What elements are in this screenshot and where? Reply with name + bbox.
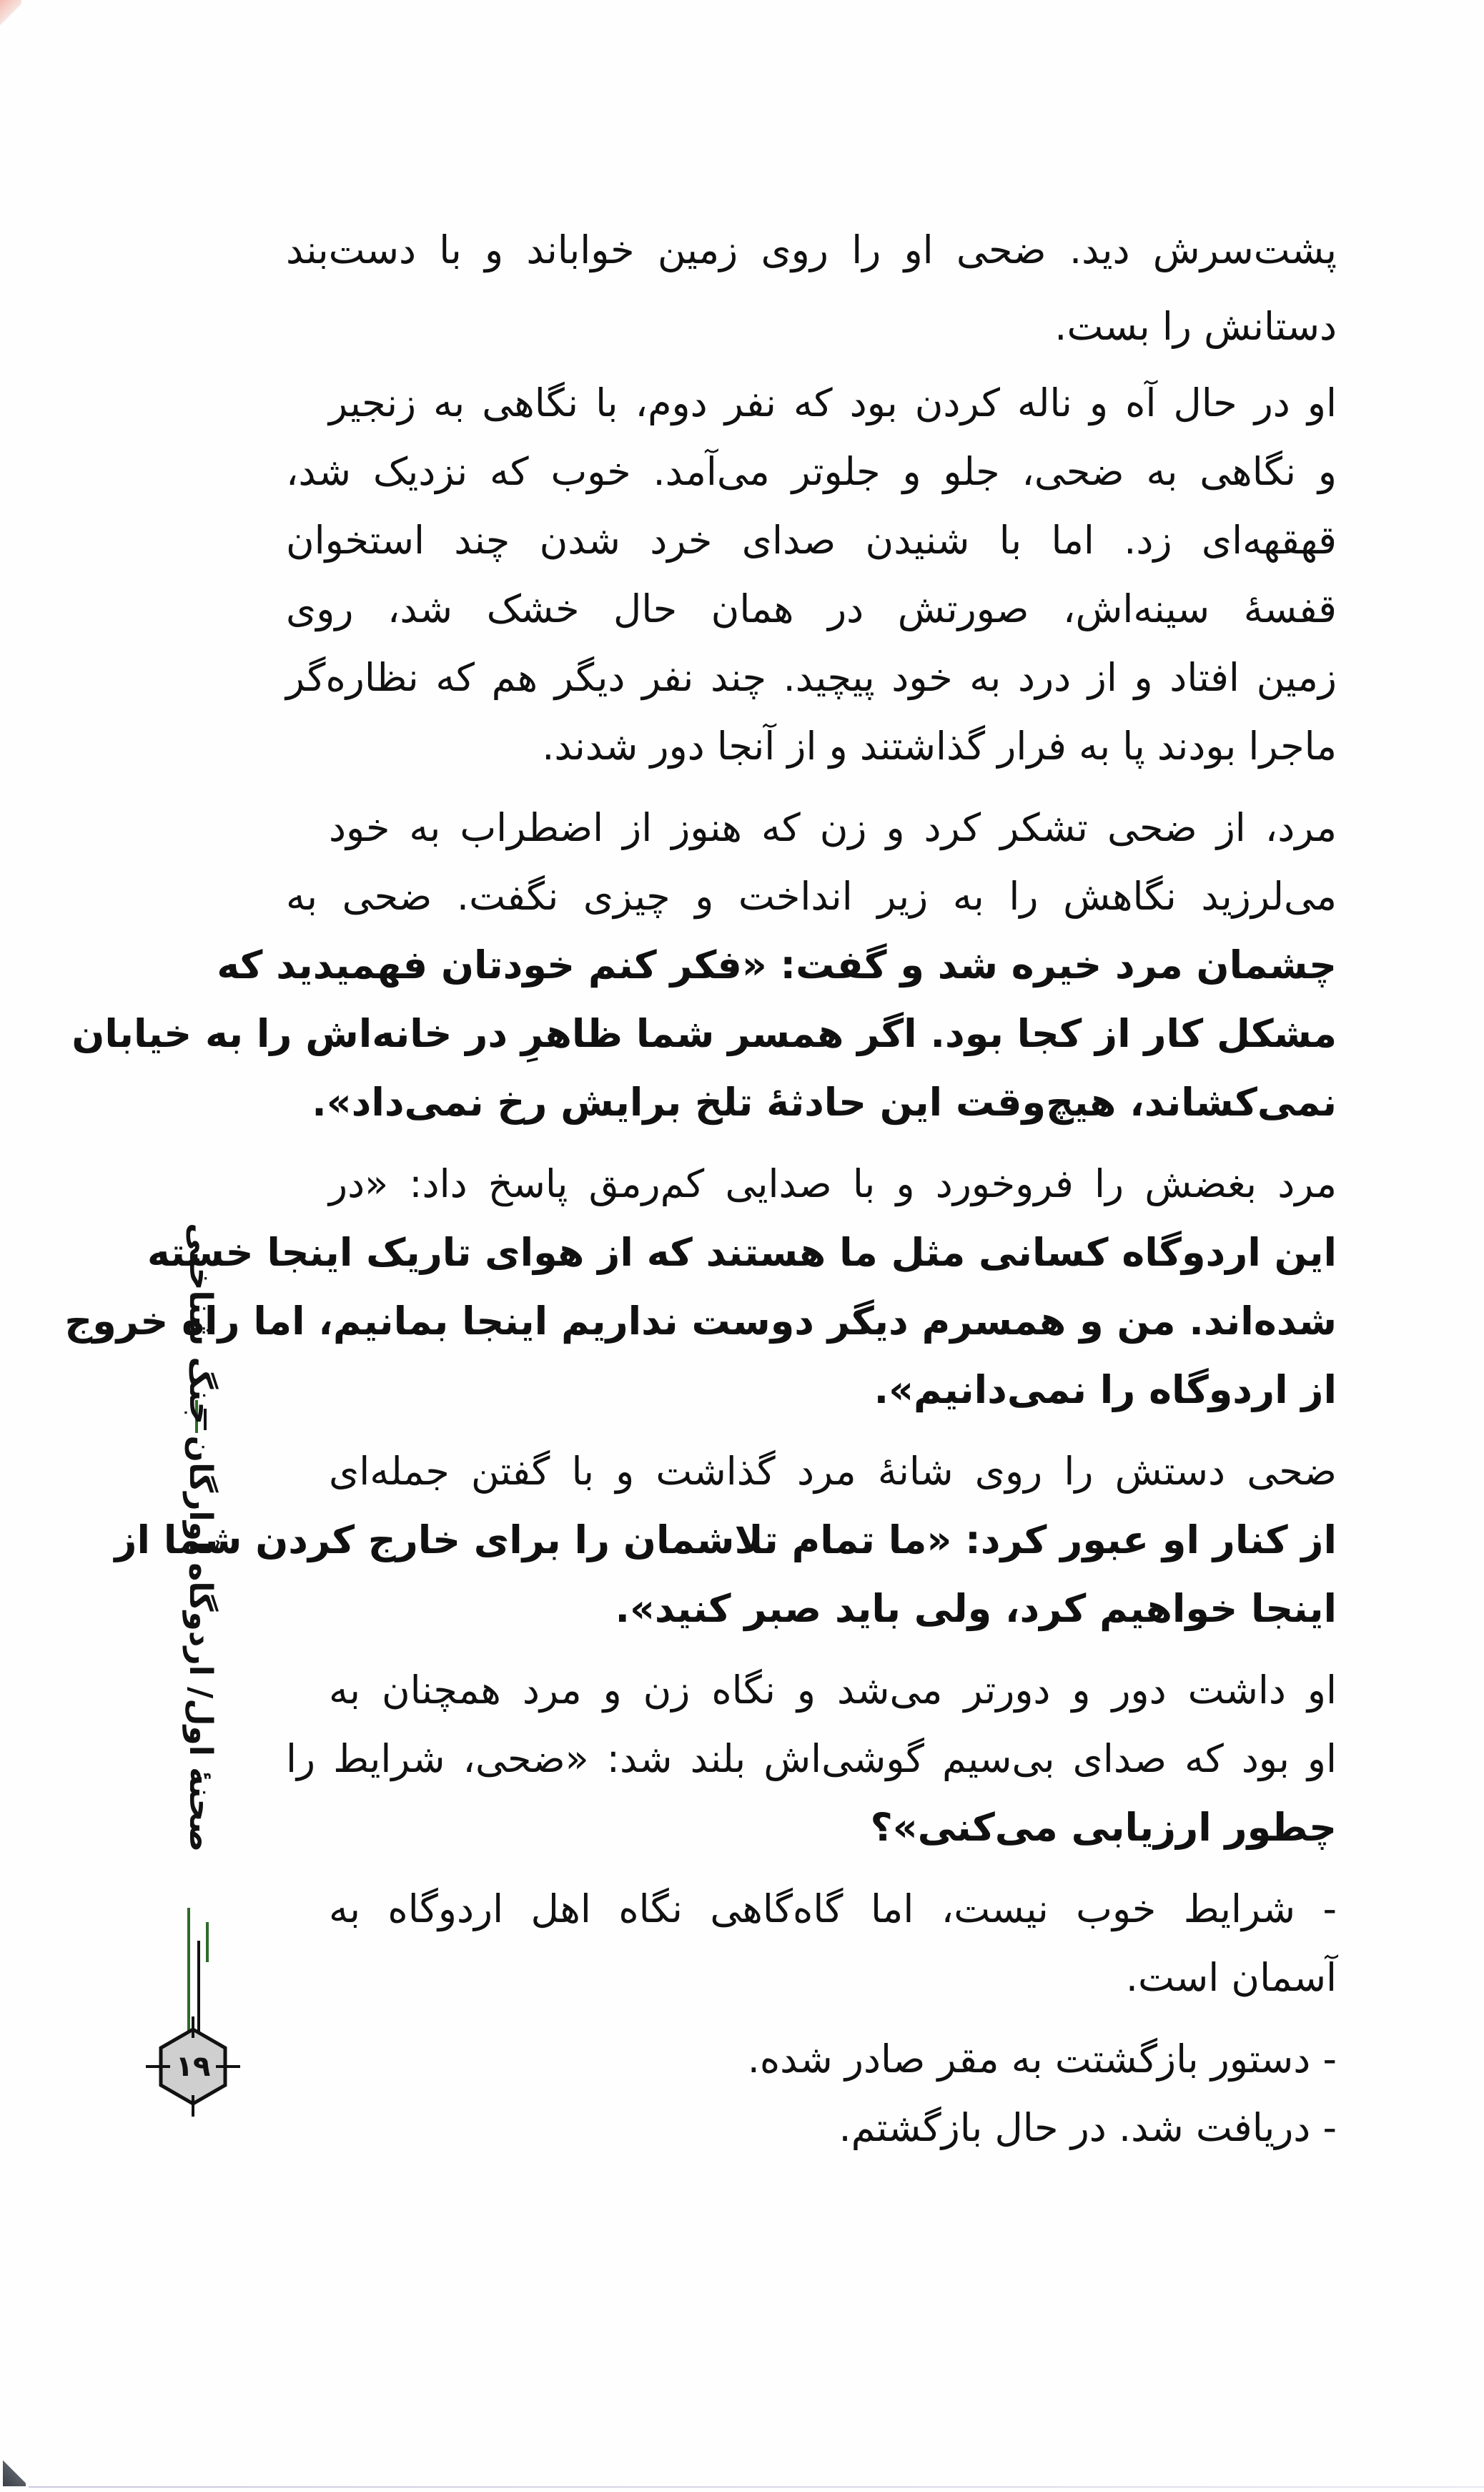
- text-line: زمین افتاد و از درد به خود پیچید. چند نفر دیگر هم که نظاره‌گر: [286, 655, 1337, 700]
- page-number: ۱۹: [175, 2050, 211, 2083]
- text-line: پشت‌سرش دید. ضحی او را روی زمین خواباند و با دست‌بند: [286, 227, 1337, 272]
- text-line: اینجا خواهیم کرد، ولی باید صبر کنید».: [615, 1586, 1337, 1631]
- dialogue-line: - دریافت شد. در حال بازگشتم.: [839, 2105, 1337, 2150]
- text-line: این اردوگاه کسانی مثل ما هستند که از هوای تاریک اینجا خسته: [147, 1230, 1337, 1275]
- text-line: او در حال آه و ناله کردن بود که نفر دوم، با نگاهی به زنجیر: [329, 380, 1337, 425]
- text-line: مرد، از ضحی تشکر کرد و زن که هنوز از اضطراب به خود: [329, 805, 1337, 850]
- text-line: دستانش را بست.: [1054, 304, 1337, 349]
- dialogue-line: - دستور بازگشتت به مقر صادر شده.: [747, 2037, 1337, 2082]
- text-line: مشکل کار از کجا بود. اگر همسر شما ظاهرِ در خانه‌اش را به خیابان: [71, 1011, 1337, 1056]
- page-number-badge: [143, 2016, 243, 2117]
- text-line: نمی‌کشاند، هیچ‌وقت این حادثهٔ تلخ برایش رخ نمی‌داد».: [312, 1080, 1337, 1125]
- rule-green: [206, 1922, 209, 1962]
- text-line: از اردوگاه را نمی‌دانیم».: [874, 1367, 1337, 1412]
- text-line: ضحی دستش را روی شانهٔ مرد گذاشت و با گفتن جمله‌ای: [329, 1449, 1337, 1494]
- text-line: چطور ارزیابی می‌کنی»؟: [870, 1805, 1337, 1850]
- page-corner-bottom-left: [3, 2458, 26, 2486]
- text-line: آسمان است.: [1125, 1955, 1337, 2000]
- text-line: قهقهه‌ای زد. اما با شنیدن صدای خرد شدن چند استخوان: [286, 518, 1337, 563]
- running-header: [172, 1223, 229, 1852]
- text-line: و نگاهی به ضحی، جلو و جلوتر می‌آمد. خوب که نزدیک شد،: [286, 449, 1337, 494]
- text-line: ماجرا بودند پا به فرار گذاشتند و از آنجا دور شدند.: [542, 724, 1337, 769]
- page-bottom-edge: [29, 2486, 1484, 2488]
- text-line: او داشت دور و دورتر می‌شد و نگاه زن و مرد همچنان به: [329, 1668, 1337, 1713]
- text-line: او بود که صدای بی‌سیم گوشی‌اش بلند شد: «ضحی، شرایط را: [286, 1736, 1337, 1781]
- text-line: قفسهٔ سینه‌اش، صورتش در همان حال خشک شد، روی: [286, 586, 1337, 631]
- text-line: شده‌اند. من و همسرم دیگر دوست نداریم اینجا بمانیم، اما راه خروج: [64, 1299, 1337, 1344]
- text-line: از کنار او عبور کرد: «ما تمام تلاشمان را برای خارج کردن شما از: [114, 1517, 1337, 1562]
- page-corner-top-left: [0, 0, 21, 29]
- text-line: می‌لرزید نگاهش را به زیر انداخت و چیزی نگفت. ضحی به: [286, 874, 1337, 919]
- dialogue-line: - شرایط خوب نیست، اما گاه‌گاهی نگاه اهل اردوگاه به: [329, 1886, 1337, 1931]
- text-line: مرد بغضش را فروخورد و با صدایی کم‌رمق پاسخ داد: «در: [329, 1161, 1337, 1206]
- text-line: چشمان مرد خیره شد و گفت: «فکر کنم خودتان فهمیدید که: [217, 942, 1337, 988]
- running-header-text: صحنهٔ اول/ اردوگاه آوارگان جنگ شناختی: [182, 1223, 219, 1852]
